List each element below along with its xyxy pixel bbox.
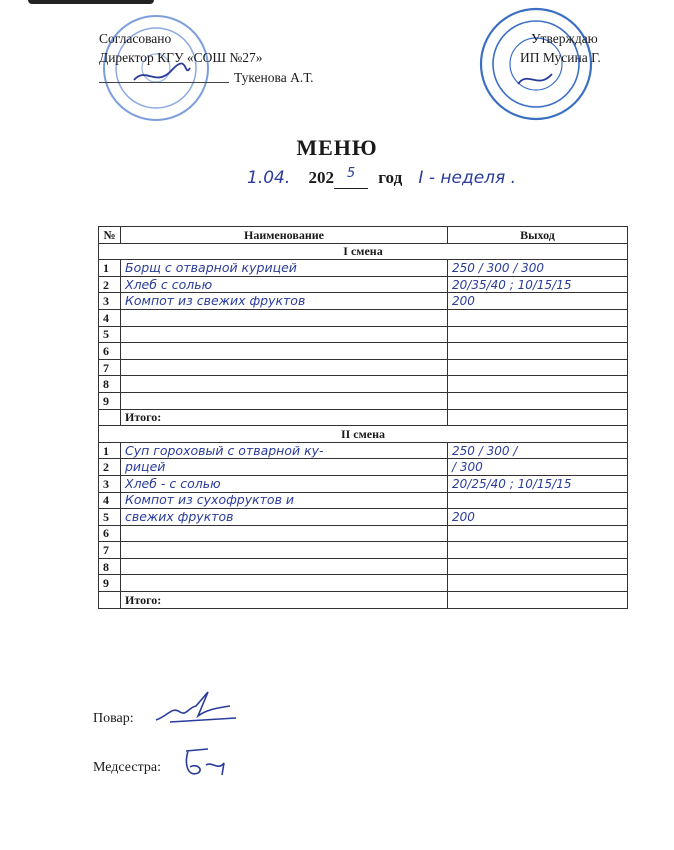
right-approval-label: Утверждаю [531,31,598,46]
row-number: 3 [99,475,121,492]
table-row [99,459,628,476]
shift1-label: I смена [99,243,628,260]
table-row [99,293,628,310]
dish-name [121,575,448,592]
dish-yield [448,492,628,509]
round-seal-left [94,8,218,126]
dish-name: Хлеб - с солью [121,475,448,492]
nurse-signature [178,745,234,785]
dish-yield [448,376,628,393]
cook-label: Повар: [93,711,134,726]
dish-name [121,326,448,343]
dish-name: Компот из сухофруктов и [121,492,448,509]
row-number: 9 [99,392,121,409]
cook-signature [150,686,245,731]
year-label: год [378,168,403,187]
total-label: Итого: [121,409,448,426]
table-row [99,492,628,509]
left-position: Директор КГУ «СОШ №27» [99,50,263,65]
table-row [99,475,628,492]
row-number: 6 [99,343,121,360]
shift1-total-row [99,409,628,426]
dish-name [121,542,448,559]
dish-name [121,392,448,409]
dish-yield: 20/25/40 ; 10/15/15 [448,475,628,492]
shift2-label: II смена [99,426,628,443]
dish-name: Хлеб с солью [121,276,448,293]
dish-name: свежих фруктов [121,509,448,526]
dish-name: Борщ с отварной курицей [121,260,448,277]
year-digit: 5 [346,166,356,181]
total-label: Итого: [121,592,448,609]
dish-yield [448,542,628,559]
table-row [99,376,628,393]
row-number: 5 [99,509,121,526]
table-row [99,542,628,559]
table-row [99,392,628,409]
dish-name [121,359,448,376]
table-row [99,276,628,293]
table-row [99,509,628,526]
left-name: Тукенова А.Т. [234,70,314,85]
dish-yield [448,343,628,360]
row-number: 6 [99,525,121,542]
row-number: 2 [99,459,121,476]
week-handwritten: I - неделя . [418,168,517,188]
dish-yield: 200 [448,509,628,526]
nurse-label: Медсестра: [93,760,161,775]
table-row [99,575,628,592]
table-row [99,442,628,459]
table-row [99,309,628,326]
year-prefix: 202 [308,168,335,187]
row-number: 8 [99,558,121,575]
shift2-row [99,426,628,443]
dish-yield [448,392,628,409]
dish-yield [448,326,628,343]
dish-name [121,376,448,393]
dish-name: Компот из свежих фруктов [121,293,448,310]
header-num: № [99,227,121,244]
header-name: Наименование [121,227,448,244]
dish-yield: 250 / 300 / [448,442,628,459]
shift2-total-row [99,592,628,609]
row-number: 3 [99,293,121,310]
dish-name [121,558,448,575]
dish-name [121,309,448,326]
dish-yield [448,359,628,376]
date-day-handwritten: 1.04. [247,168,291,188]
row-number: 5 [99,326,121,343]
table-row [99,326,628,343]
row-number: 4 [99,492,121,509]
row-number: 7 [99,359,121,376]
date-line [247,168,516,189]
table-row [99,558,628,575]
dish-name: рицей [121,459,448,476]
header-yield: Выход [448,227,628,244]
dish-yield: / 300 [448,459,628,476]
table-row [99,359,628,376]
dish-yield [448,575,628,592]
row-number: 9 [99,575,121,592]
top-edge-bar [28,0,154,4]
dish-yield: 250 / 300 / 300 [448,260,628,277]
left-signature-line [99,82,229,83]
row-number: 1 [99,260,121,277]
row-number: 2 [99,276,121,293]
dish-name: Суп гороховый с отварной ку- [121,442,448,459]
page-title: МЕНЮ [296,135,378,160]
table-row [99,260,628,277]
row-number: 1 [99,442,121,459]
menu-table [98,226,628,609]
table-row [99,525,628,542]
dish-yield [448,309,628,326]
shift1-row [99,243,628,260]
row-number: 4 [99,309,121,326]
table-row [99,343,628,360]
table-header-row [99,227,628,244]
dish-yield [448,525,628,542]
dish-yield [448,558,628,575]
right-name: ИП Мусина Г. [520,50,601,65]
dish-name [121,343,448,360]
dish-name [121,525,448,542]
row-number: 7 [99,542,121,559]
dish-yield: 200 [448,293,628,310]
dish-yield: 20/35/40 ; 10/15/15 [448,276,628,293]
left-approval-label: Согласовано [99,31,172,46]
row-number: 8 [99,376,121,393]
